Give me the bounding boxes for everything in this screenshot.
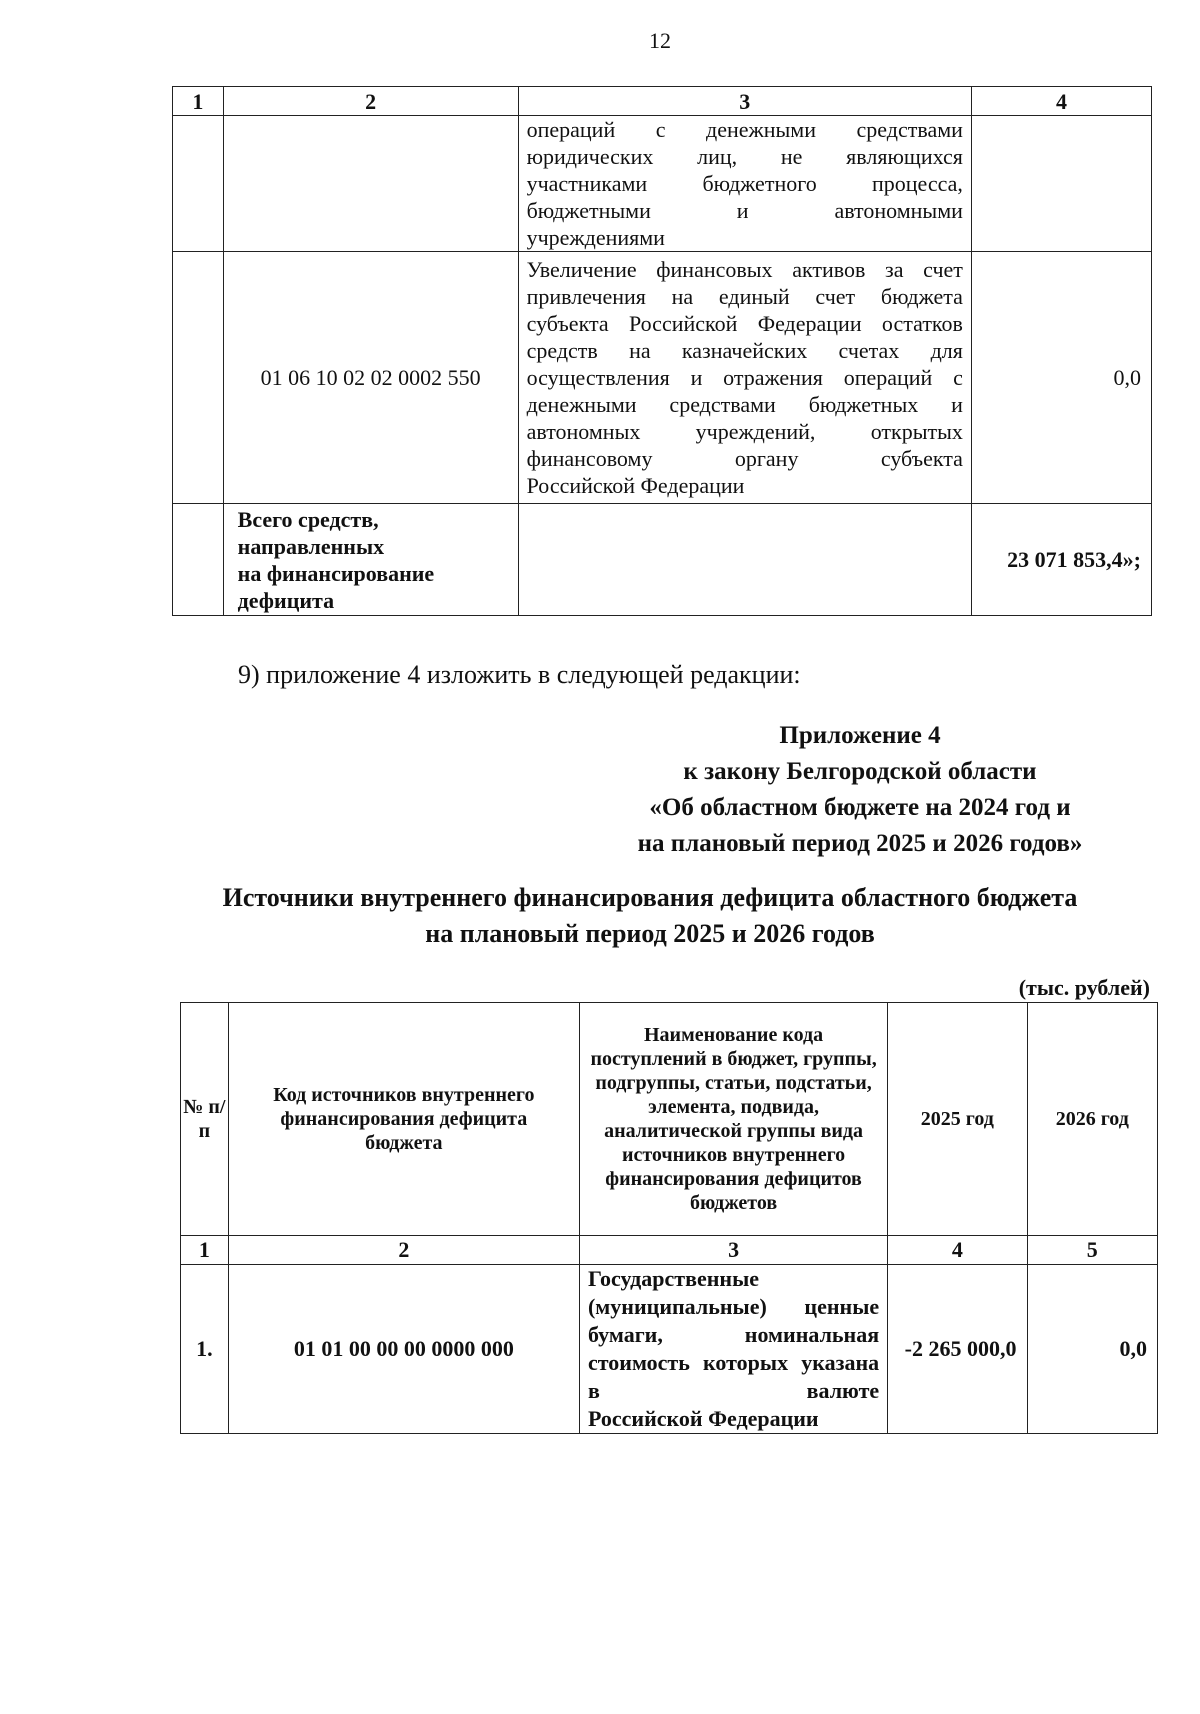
text-line: (муниципальные) ценные (587, 1294, 880, 1319)
header-col-4: 4 (971, 87, 1151, 116)
name-cell (579, 1265, 887, 1434)
table-row (181, 1265, 1158, 1434)
appendix-line: на плановый период 2025 и 2026 годов» (637, 830, 1083, 857)
header-col-1: 1 (173, 87, 224, 116)
amendment-paragraph: 9) приложение 4 изложить в следующей редакции: (238, 660, 801, 689)
table-header-row (181, 1003, 1158, 1236)
text-line: Государственные (587, 1266, 760, 1291)
code-cell: 01 01 00 00 00 0000 000 (228, 1265, 579, 1434)
header-2025: 2025 год (888, 1003, 1027, 1236)
value-cell: 0,0 (971, 252, 1151, 504)
appendix-line: Приложение 4 (779, 722, 941, 749)
description-cell (518, 252, 971, 504)
total-label-line: на финансирование (237, 560, 435, 586)
appendix-heading (600, 718, 1120, 862)
column-number: 2 (228, 1236, 579, 1265)
text-line: средств на казначейских счетах для (526, 338, 963, 363)
column-number: 1 (181, 1236, 229, 1265)
text-line: привлечения на единый счет бюджета (526, 284, 963, 309)
text-line: бумаги, номинальная (587, 1322, 880, 1347)
table-row (173, 116, 1152, 252)
row-num-cell (173, 252, 224, 504)
text-line: Российской Федерации (526, 473, 745, 498)
total-label-line: дефицита (237, 587, 335, 613)
title-line: на плановый период 2025 и 2026 годов (425, 919, 875, 948)
column-number: 3 (579, 1236, 887, 1265)
column-number: 4 (888, 1236, 1027, 1265)
text-line: финансовому органу субъекта (526, 446, 963, 471)
text-line: операций с денежными средствами (526, 117, 963, 142)
total-row (173, 504, 1152, 616)
row-num-cell (173, 116, 224, 252)
description-cell (518, 504, 971, 616)
text-line: осуществления и отражения операций с (526, 365, 963, 390)
total-value-cell: 23 071 853,4»; (971, 504, 1151, 616)
appendix-line: «Об областном бюджете на 2024 год и (649, 794, 1071, 821)
total-label-line: Всего средств, (237, 506, 379, 532)
appendix-line: к закону Белгородской области (683, 758, 1037, 785)
text-line: денежными средствами бюджетных и (526, 392, 963, 417)
code-cell (223, 116, 518, 252)
header-name: Наименование кода поступлений в бюджет, группы, подгруппы, статьи, подстатьи, элемента, подвида, аналитической группы вида источников внутреннего финансирования дефицитов бюджетов (579, 1003, 887, 1236)
description-cell (518, 116, 971, 252)
units-label: (тыс. рублей) (1018, 975, 1150, 1000)
title-line: Источники внутреннего финансирования дефицита областного бюджета (222, 883, 1078, 912)
header-col-3: 3 (518, 87, 971, 116)
text-line: субъекта Российской Федерации остатков (526, 311, 963, 336)
header-code: Код источников внутреннего финансирования дефицита бюджета (228, 1003, 579, 1236)
row-num-cell: 1. (181, 1265, 229, 1434)
code-cell: 01 06 10 02 02 0002 550 (223, 252, 518, 504)
text-line: автономных учреждений, открытых (526, 419, 963, 444)
value-2025-cell: -2 265 000,0 (888, 1265, 1027, 1434)
continued-sources-table (172, 86, 1152, 616)
total-label-line: направленных (237, 533, 385, 559)
total-label-cell (223, 504, 518, 616)
financing-sources-table (180, 1002, 1158, 1434)
header-num: № п/п (181, 1003, 229, 1236)
header-col-2: 2 (223, 87, 518, 116)
text-line: Увеличение финансовых активов за счет (526, 257, 963, 282)
text-line: стоимость которых (587, 1350, 789, 1375)
value-cell (971, 116, 1151, 252)
column-number: 5 (1027, 1236, 1158, 1265)
text-line: бюджетными и автономными (526, 198, 963, 223)
text-line: указана в валюте (587, 1350, 880, 1403)
header-2026: 2026 год (1027, 1003, 1158, 1236)
text-line: участниками бюджетного процесса, (526, 171, 963, 196)
column-number-row (181, 1236, 1158, 1265)
document-title (150, 880, 1150, 952)
table-row (173, 252, 1152, 504)
text-line: Российской Федерации (587, 1406, 819, 1431)
table-header-row (173, 87, 1152, 116)
page-number: 12 (649, 28, 671, 53)
value-2026-cell: 0,0 (1027, 1265, 1158, 1434)
row-num-cell (173, 504, 224, 616)
text-line: юридических лиц, не являющихся (526, 144, 963, 169)
text-line: учреждениями (526, 225, 665, 250)
